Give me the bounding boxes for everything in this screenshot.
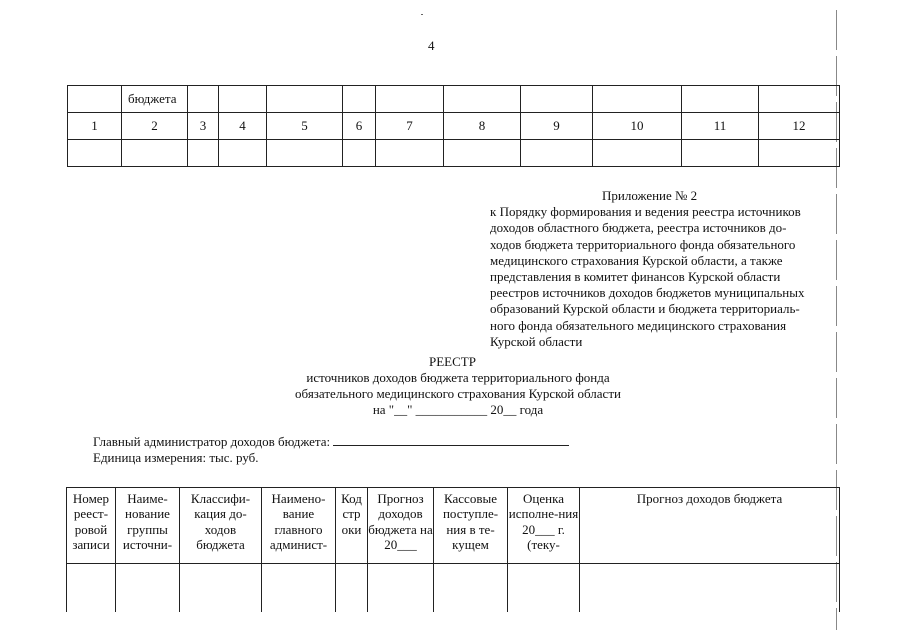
registry-line-2: обязательного медицинского страхования Курской области [295,386,621,401]
admin-fill-line [333,434,569,446]
registry-meta [93,434,569,466]
column-number: 8 [444,113,521,140]
annex-line: к Порядку формирования и ведения реестра источников [490,204,801,220]
annex-block [490,188,850,350]
header-execution-estimate: Оценка исполне-ния 20___ г. (теку- [508,488,580,564]
top-table-cell [267,140,343,167]
top-table-cell [593,140,682,167]
top-table-cell [68,86,122,113]
registry-subtitle [268,370,648,418]
top-table-cell [343,86,376,113]
top-table-cell [682,140,759,167]
column-number: 10 [593,113,682,140]
top-table-cell [444,86,521,113]
annex-line: медицинского страхования Курской области, а также [490,252,783,268]
top-table-number-row [68,113,840,140]
column-number: 4 [219,113,267,140]
top-table-cell [759,86,840,113]
header-forecast: Прогноз доходов бюджета на 20___ [368,488,434,564]
column-number: 7 [376,113,444,140]
header-budget-forecast: Прогноз доходов бюджета [580,488,840,564]
registry-line-1: источников доходов бюджета территориального фонда [306,370,610,385]
top-table-cell [521,86,593,113]
top-table-cell [759,140,840,167]
top-table-cell [343,140,376,167]
annex-line: Курской области [490,333,583,349]
admin-line [93,434,569,450]
top-table-cell [122,140,188,167]
top-table-cell [593,86,682,113]
column-number: 5 [267,113,343,140]
column-number: 11 [682,113,759,140]
header-row-code: Код стр оки [336,488,368,564]
annex-title: Приложение № 2 [602,188,698,203]
registry-date-line: на "__" ___________ 20__ года [372,402,544,417]
top-table-cell-budget: бюджета [122,86,188,113]
admin-label: Главный администратор доходов бюджета: [93,434,331,449]
registry-table [66,487,840,612]
annex-line: ного фонда обязательного медицинского страхования [490,317,787,333]
top-table-cell [376,86,444,113]
top-table-cell [188,140,219,167]
top-table [67,85,840,167]
registry-table-header-row [67,488,840,564]
top-table-header-row [68,86,840,113]
scan-speck [421,14,423,15]
column-number: 1 [68,113,122,140]
header-classification: Классифи-кация до-ходов бюджета [180,488,262,564]
column-number: 6 [343,113,376,140]
top-table-cell [68,140,122,167]
top-table-cell [521,140,593,167]
annex-line: представления в комитет финансов Курской области [490,269,781,285]
unit-label: Единица измерения: тыс. руб. [93,450,259,465]
annex-line: доходов областного бюджета, реестра источников до- [490,220,787,236]
top-table-cell [188,86,219,113]
registry-table-continuation [67,564,840,612]
top-table-cell [267,86,343,113]
page-number: 4 [428,38,435,53]
top-table-cell [376,140,444,167]
header-admin-name: Наимено-вание главного админист- [262,488,336,564]
header-record-number: Номер реест-ровой записи [67,488,116,564]
top-table-empty-row [68,140,840,167]
header-group-name: Наиме-нование группы источни- [116,488,180,564]
top-table-cell [219,140,267,167]
column-number: 9 [521,113,593,140]
column-number: 2 [122,113,188,140]
column-number: 3 [188,113,219,140]
top-table-cell [219,86,267,113]
header-cash-receipts: Кассовые поступле-ния в те-кущем [434,488,508,564]
top-table-cell [682,86,759,113]
annex-line: ходов бюджета территориального фонда обязательного [490,236,796,252]
column-number: 12 [759,113,840,140]
annex-line: реестров источников доходов бюджетов муниципальных [490,285,805,301]
registry-title: РЕЕСТР [429,354,476,369]
annex-line: образований Курской области и бюджета территориаль- [490,301,800,317]
top-table-cell [444,140,521,167]
